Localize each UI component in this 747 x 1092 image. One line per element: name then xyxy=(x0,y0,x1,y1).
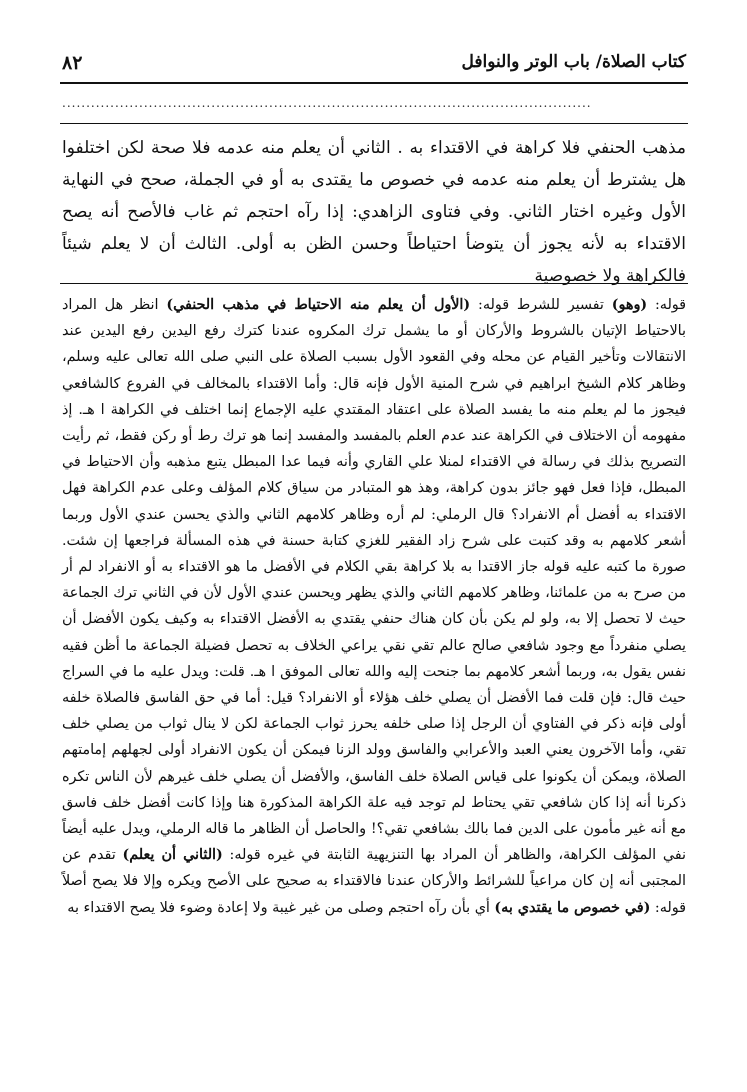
main-text-top-rule xyxy=(60,123,688,124)
commentary-text: أي بأن رآه احتجم وصلى من غير غيبة ولا إعادة وضوء فلا يصح الاقتداء به xyxy=(67,899,495,916)
main-text xyxy=(62,132,686,292)
header-rule xyxy=(60,82,688,84)
main-text-paragraph: مذهب الحنفي فلا كراهة في الاقتداء به . الثاني أن يعلم منه عدمه فلا صحة لكن اختلفوا هل يشترط أن يعلم منه عدمه في خصوص ما يقتدى به أو في الجملة، صحح في النهاية الأول وغيره اختار الثاني. وفي فتاوى الزاهدي: إذا رآه احتجم ثم غاب فالأصح أنه يصح الاقتداء به لأنه يجوز أن يتوضأ احتياطاً وحسن الظن به أولى. الثالث أن لا يعلم شيئاً فالكراهة ولا خصوصية xyxy=(62,138,686,286)
commentary-lemma: (الثاني أن يعلم) xyxy=(122,847,223,864)
page-number: ٨٢ xyxy=(62,52,83,74)
page-header xyxy=(62,52,686,80)
commentary-text: تقدم عن المجتبى أنه إن كان مراعياً للشرائط والأركان عندنا فالاقتداء به صحيح على الأصح ويكره وإلا فلا يصح أصلاً قوله: xyxy=(62,847,686,916)
running-title: كتاب الصلاة/ باب الوتر والنوافل xyxy=(461,52,686,72)
commentary-lemma: (وهو) xyxy=(611,297,648,313)
commentary-separator xyxy=(60,283,688,284)
commentary-lemma: (في خصوص ما يقتدي به) xyxy=(494,899,651,916)
commentary-paragraph xyxy=(62,292,686,921)
commentary xyxy=(62,292,686,921)
commentary-text: قوله: xyxy=(647,297,687,313)
commentary-lemma: (الأول أن يعلم منه الاحتياط في مذهب الحنفي) xyxy=(166,297,471,313)
dotted-line: .............................................................................................................. xyxy=(62,96,592,110)
commentary-text: انظر هل المراد بالاحتياط الإتيان بالشروط والأركان أو ما يشمل ترك المكروه عندنا كترك رفع اليدين رفع اليدين عند الانتقالات وتأخير القيام عن محله وفي القعود الأول بسبب الصلاة على النبي صلى الله تعالى عليه وسلم، وظاهر كلام الشيخ ابراهيم في شرح المنية الأول فإنه قال: وأما الاقتداء بالمخالف في الفروع كالشافعي فيجوز ما لم يعلم منه ما يفسد الصلاة على اعتقاد المقتدي عليه الإجماع إنما اختلف في الكراهة ا هـ. إذ مفهومه أن الاختلاف في الكراهة عند عدم العلم بالمفسد والمفسد إنما هو ترك رط أو ركن فقط، ثم رأيت التصريح بذلك في رسالة في الاقتداء لمنلا علي القاري وأنه فيما عدا المبطل يتبع مذهبه وأن الاحتياط في المبطل، فإذا فعل فهو جائز بدون كراهة، وهذ هو المتبادر من سياق كلام المؤلف وعلى عدم الكراهة فهل الاقتداء به أفضل أم الانفراد؟ قال الرملي: لم أره وظاهر كلامهم الثاني والذي يحسن عندي الأول وربما أشعر كلامهم به وقد كتبت على شرح زاد الفقير للغزي كتابة حسنة في هذه المسألة فراجعها إن شئت. صورة ما كتبه عليه قوله جاز الاقتدا به بلا كراهة بقي الكلام في الأفضل ما هو الاقتداء به أو الانفراد لم أر من صرح به من علمائنا، وظاهر كلامهم الثاني والذي يظهر ويحسن عندي الأول لأن في الثاني ترك الجماعة حيث لا تحصل إلا به، ولو لم يكن بأن كان هناك حنفي يقتدي به الأفضل الاقتداء به وكيف يكون الأفضل أن يصلي منفرداً مع وجود شافعي صالح عالم تقي نقي يراعي الخلاف به تحصل فضيلة الجماعة ما أظن فقيه نفس يقول به، وربما أشعر كلامهم بما جنحت إليه والله تعالى الموفق ا هـ. قلت: ويدل عليه ما في السراج حيث قال: فإن قلت فما الأفضل أن يصلي خلف هؤلاء أو الانفراد؟ قيل: أما في حق الفاسق فالصلاة خلفه أولى فإنه ذكر في الفتاوي أن الرجل إذا صلى خلفه يحرز ثواب الجماعة لكن لا ينال ثواب من يصلي خلف تقي، وأما الآخرون يعني العبد والأعرابي والفاسق وولد الزنا فيمكن أن يكون الانفراد أولى لجهلهم إمامتهم الصلاة، ويمكن أن يكونوا على قياس الصلاة خلف الفاسق، والأفضل أن يصلي خلف غيرهم لأن الناس تكره ذكرنا أنه إذا كان شافعي تقي يحتاط لم توجد فيه علة الكراهة المذكورة هنا وإذا كانت أفضل خلف فاسق مع أنه غير مأمون على الدين فما بالك بشافعي تقي؟! والحاصل أن الظاهر ما قاله الرملي، ويدل عليه أيضاً نفي المؤلف الكراهة، والظاهر أن المراد بها التنزيهية الثابتة في غيره قوله: xyxy=(62,297,686,864)
commentary-text: تفسير للشرط قوله: xyxy=(470,297,612,313)
